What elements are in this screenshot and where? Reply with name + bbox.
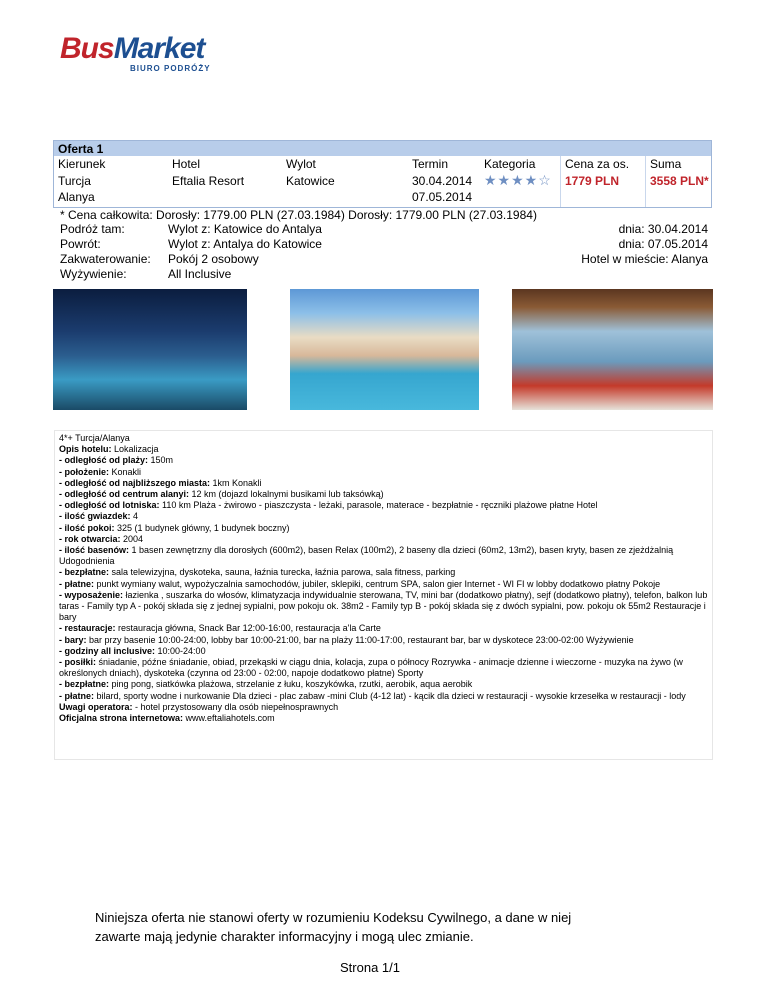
description-text: 2004 [120, 533, 144, 544]
description-text: 1 basen zewnętrzny dla dorosłych (600m2), basen Relax (100m2), 2 baseny dla dzieci (60m2, 13m2), basen kryty, basen ze zjeżdżalnią Udogodnienia [59, 545, 674, 567]
date-from: 30.04.2014 [412, 174, 473, 188]
col-header-termin: Termin [412, 157, 449, 171]
star-rating-icon: ★★★★☆ [484, 172, 552, 188]
description-label: - rok otwarcia: [59, 533, 121, 544]
description-label: - odległość od lotniska: [59, 500, 160, 511]
description-label: - płatne: [59, 578, 94, 589]
description-text: 150m [148, 455, 174, 466]
description-line [59, 444, 708, 455]
description-text: bilard, sporty wodne i nurkowanie Dla dzieci - plac zabaw -mini Club (4-12 lat) - kącik dla dzieci w restauracji - wysokie krzesełka w restauracji - lody [94, 690, 686, 701]
description-text: Konakli [109, 466, 142, 477]
description-line [59, 691, 708, 702]
col-header-kierunek: Kierunek [58, 157, 106, 171]
description-label: - posiłki: [59, 657, 97, 668]
destination-country: Turcja [58, 174, 91, 188]
hotel-photo-terrace [512, 289, 713, 410]
description-text: śniadanie, późne śniadanie, obiad, przekąski w ciągu dnia, kolacja, zupa o północy Rozrywka - animacje dzienne i wieczorne - muzyka na żywo (w określonych dniach), dyskoteka (czynna od 23:00 - 02:00, napoje dodatkowo płatne) Sporty [59, 657, 683, 679]
description-label: - ilość gwiazdek: [59, 511, 131, 522]
hotel-name: Eftalia Resort [172, 174, 245, 188]
description-line [59, 679, 708, 690]
logo-part1: Bus [60, 32, 114, 65]
detail-value-board: All Inclusive [168, 267, 232, 281]
description-label: - ilość basenów: [59, 545, 130, 556]
detail-date-return: dnia: 07.05.2014 [618, 237, 708, 251]
description-line [59, 500, 708, 511]
offer-table [53, 140, 712, 208]
description-text: punkt wymiany walut, wypożyczalnia samochodów, jubiler, sklepiki, centrum SPA, salon gier Internet - WI FI w lobby dodatkowo płatny Pokoje [94, 578, 661, 589]
detail-value-outbound: Wylot z: Katowice do Antalya [168, 222, 322, 236]
detail-label-return: Powrót: [60, 237, 101, 251]
disclaimer-text: Niniejsza oferta nie stanowi oferty w rozumieniu Kodeksu Cywilnego, a dane w niej zawarte mają jedynie charakter informacyjny i mogą ulec zmianie. [95, 910, 572, 944]
description-line [59, 523, 708, 534]
logo-subtitle: BIURO PODRÓŻY [130, 64, 211, 73]
description-line [59, 713, 708, 724]
description-text: 1km Konakli [210, 477, 262, 488]
description-label: - położenie: [59, 466, 109, 477]
departure-city: Katowice [286, 174, 335, 188]
description-label: - płatne: [59, 690, 94, 701]
total-price-note: * Cena całkowita: Dorosły: 1779.00 PLN (27.03.1984) Dorosły: 1779.00 PLN (27.03.1984) [60, 208, 537, 222]
description-text: 325 (1 budynek główny, 1 budynek boczny) [114, 522, 290, 533]
description-line [59, 635, 708, 646]
price-per-person: 1779 PLN [565, 174, 620, 188]
description-label: - odległość od plaży: [59, 455, 149, 466]
col-header-cena: Cena za os. [565, 157, 630, 171]
description-label: - odległość od centrum alanyi: [59, 489, 190, 500]
description-label: Oficjalna strona internetowa: [59, 713, 184, 724]
description-line [59, 478, 708, 489]
description-label: Uwagi operatora: [59, 701, 133, 712]
description-text: 110 km Plaża - żwirowo - piaszczysta - leżaki, parasole, materace - bezpłatnie - ręczniki plażowe płatne Hotel [159, 500, 598, 511]
date-to: 07.05.2014 [412, 190, 473, 204]
logo-part2: Market [113, 32, 205, 65]
col-header-kategoria: Kategoria [484, 157, 536, 171]
description-text: 4*+ Turcja/Alanya [59, 433, 130, 443]
busmarket-logo [60, 34, 240, 80]
description-text: www.eftaliahotels.com [183, 713, 275, 724]
total-price: 3558 PLN* [650, 174, 709, 188]
table-divider [645, 156, 646, 207]
description-label: - odległość od najbliższego miasta: [59, 477, 211, 488]
detail-date-outbound: dnia: 30.04.2014 [618, 222, 708, 236]
description-line [59, 511, 708, 522]
description-label: - bezpłatne: [59, 567, 110, 578]
destination-region: Alanya [58, 190, 95, 204]
col-header-hotel: Hotel [172, 157, 201, 171]
detail-label-board: Wyżywienie: [60, 267, 127, 281]
page-number: Strona 1/1 [340, 960, 400, 975]
description-line [59, 657, 708, 679]
description-text: - hotel przystosowany dla osób niepełnosprawnych [132, 701, 339, 712]
description-text: Lokalizacja [111, 444, 159, 455]
detail-hotel-city: Hotel w mieście: Alanya [581, 252, 708, 266]
description-text: łazienka , suszarka do włosów, klimatyzacja indywidualnie sterowana, TV, mini bar (dodatkowo płatny), sejf (dodatkowo płatny), telefon, balkon lub taras - Family typ A - pokój składa się z jednej sypialni, pow pokoju ok. 38m2 - Family typ B - pokój składa się z dwóch sypialni, pow. pokoju ok 55m2 Restauracje i bary [59, 589, 708, 623]
description-line [59, 433, 708, 444]
description-text: restauracja główna, Snack Bar 12:00-16:00, restauracja a'la Carte [115, 623, 381, 634]
col-header-wylot: Wylot [286, 157, 316, 171]
hotel-photo-night [53, 289, 247, 410]
table-divider [560, 156, 561, 207]
description-line [59, 467, 708, 478]
description-line [59, 590, 708, 624]
description-label: - bary: [59, 634, 87, 645]
description-label: - restauracje: [59, 623, 116, 634]
description-text: 4 [130, 511, 139, 522]
detail-label-outbound: Podróż tam: [60, 222, 125, 236]
description-text: 12 km (dojazd lokalnymi busikami lub taksówką) [189, 489, 384, 500]
description-line [59, 455, 708, 466]
description-label: - godziny all inclusive: [59, 645, 156, 656]
detail-label-accommodation: Zakwaterowanie: [60, 252, 151, 266]
description-text: bar przy basenie 10:00-24:00, lobby bar 10:00-21:00, bar na plaży 11:00-17:00, restaurant bar, bar w dyskotece 23:00-02:00 Wyżywienie [86, 634, 634, 645]
offer-title: Oferta 1 [58, 142, 104, 156]
detail-value-return: Wylot z: Antalya do Katowice [168, 237, 322, 251]
description-line [59, 579, 708, 590]
description-label: Opis hotelu: [59, 444, 112, 455]
description-line [59, 534, 708, 545]
logo-wordmark [60, 34, 240, 64]
description-label: - wyposażenie: [59, 589, 124, 600]
description-text: ping pong, siatkówka plażowa, strzelanie z łuku, koszykówka, rzutki, aerobik, aqua aerobik [109, 679, 473, 690]
description-line [59, 489, 708, 500]
offer-header [54, 141, 711, 156]
description-line [59, 623, 708, 634]
description-line [59, 567, 708, 578]
description-label: - ilość pokoi: [59, 522, 115, 533]
hotel-description [54, 430, 713, 760]
description-line [59, 702, 708, 713]
description-text: sala telewizyjna, dyskoteka, sauna, łaźnia turecka, łaźnia parowa, sala fitness, parking [109, 567, 456, 578]
hotel-photo-pool [290, 289, 479, 410]
description-line [59, 545, 708, 567]
description-line [59, 646, 708, 657]
description-text: 10:00-24:00 [155, 645, 206, 656]
detail-value-accommodation: Pokój 2 osobowy [168, 252, 259, 266]
description-label: - bezpłatne: [59, 679, 110, 690]
col-header-suma: Suma [650, 157, 682, 171]
